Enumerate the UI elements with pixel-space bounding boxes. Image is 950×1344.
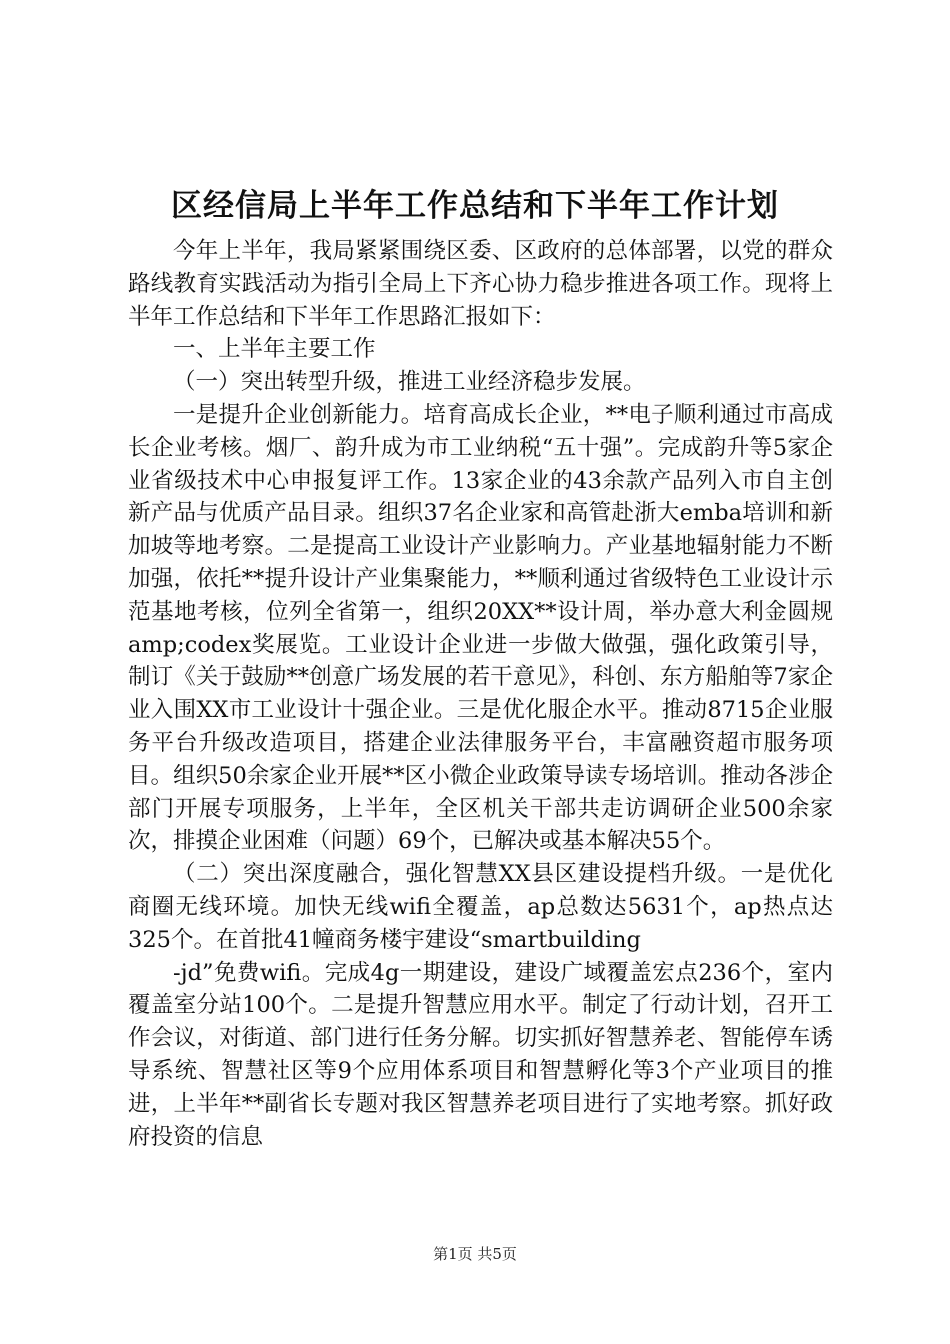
page-number: 第1页 共5页 [433, 1245, 517, 1263]
document-body [128, 235, 833, 1153]
document-title: 区经信局上半年工作总结和下半年工作计划 [171, 188, 779, 224]
paragraph-body-1: 一是提升企业创新能力。培育高成长企业，**电子顺利通过市高成长企业考核。烟厂、韵升成为市工业纳税“五十强”。完成韵升等5家企业省级技术中心申报复评工作。13家企业的43余款产品列入市自主创新产品与优质产品目录。组织37名企业家和高管赴浙大emba培训和新加坡等地考察。二是提高工业设计产业影响力。产业基地辐射能力不断加强，依托**提升设计产业集聚能力，**顺利通过省级特色工业设计示范基地考核，位列全省第一，组织20XX**设计周，举办意大利金圆规amp;codex奖展览。工业设计企业进一步做大做强，强化政策引导，制订《关于鼓励**创意广场发展的若干意见》，科创、东方船舶等7家企业入围XX市工业设计十强企业。三是优化服企水平。推动8715企业服务平台升级改造项目，搭建企业法律服务平台，丰富融资超市服务项目。组织50余家企业开展**区小微企业政策导读专场培训。推动各涉企部门开展专项服务，上半年，全区机关干部共走访调研企业500余家次，排摸企业困难（问题）69个，已解决或基本解决55个。 [128, 401, 833, 855]
subsection-heading-1: （一）突出转型升级，推进工业经济稳步发展。 [173, 369, 646, 396]
paragraph-intro: 今年上半年，我局紧紧围绕区委、区政府的总体部署，以党的群众路线教育实践活动为指引全局上下齐心协力稳步推进各项工作。现将上半年工作总结和下半年工作思路汇报如下： [128, 238, 833, 330]
subsection-heading-2: （二）突出深度融合，强化智慧XX县区建设提档升级。一是优化商圈无线环境。加快无线wifi全覆盖，ap总数达5631个，ap热点达325个。在首批41幢商务楼宇建设“smartbuilding [128, 861, 833, 953]
paragraph-body-2: -jd”免费wifi。完成4g一期建设，建设广域覆盖宏点236个，室内覆盖室分站100个。二是提升智慧应用水平。制定了行动计划，召开工作会议，对街道、部门进行任务分解。切实抓好智慧养老、智能停车诱导系统、智慧社区等9个应用体系项目和智慧孵化等3个产业项目的推进，上半年**副省长专题对我区智慧养老项目进行了实地考察。抓好政府投资的信息 [128, 959, 833, 1150]
section-heading: 一、上半年主要工作 [173, 336, 376, 363]
